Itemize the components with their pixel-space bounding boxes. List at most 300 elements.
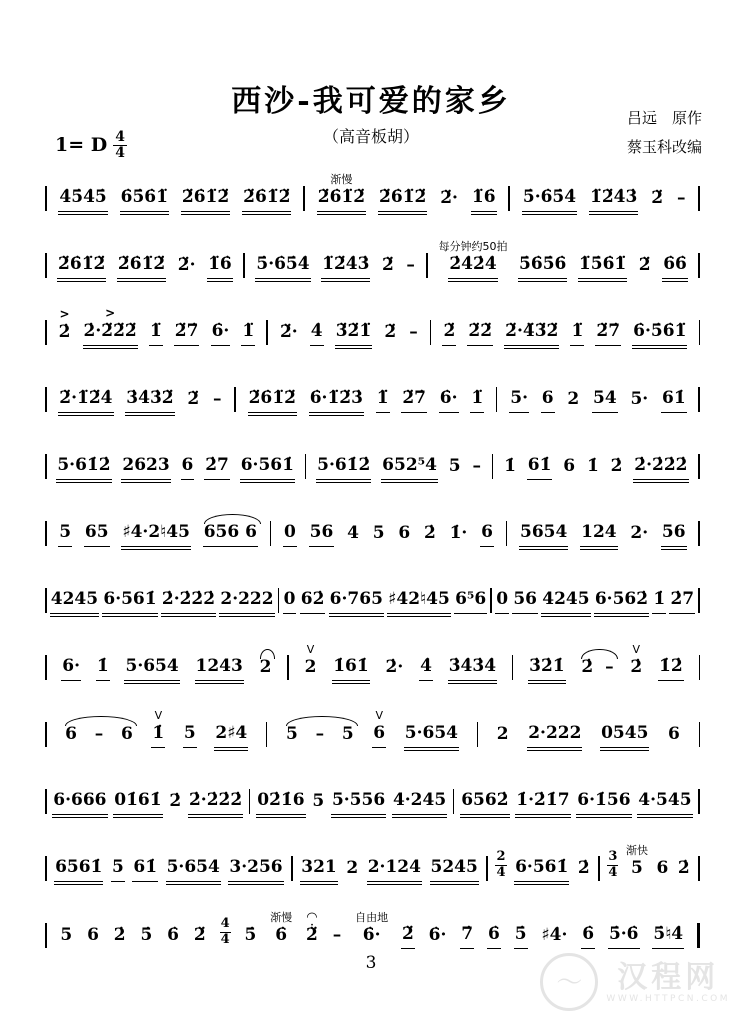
watermark-logo-icon: 〜: [540, 953, 598, 1011]
notes: 2̈: [187, 389, 200, 410]
barline: [278, 588, 280, 613]
notes: 5: [183, 724, 197, 748]
note-group: [600, 724, 649, 748]
note-group: [161, 590, 216, 614]
note-group: [83, 307, 138, 346]
notes: 2̈: [442, 322, 456, 346]
notes: 5·: [509, 389, 529, 413]
music-system-6: [45, 500, 700, 547]
notes: 5 – 5: [286, 724, 354, 745]
notes: 6̇·: [439, 389, 459, 413]
notes: 2̇·2̇2̇2̇: [633, 456, 688, 480]
notes: 5: [312, 791, 325, 812]
notes: 2̈6̇1̈2̈: [57, 255, 106, 279]
note-group: [329, 590, 384, 614]
note-group: [527, 724, 582, 748]
note-group: [372, 709, 386, 748]
note-group: [50, 590, 99, 614]
notes: 5: [448, 456, 461, 477]
breath-mark-icon: V: [154, 709, 163, 723]
notes: 2̇·2̇2̇2̇: [161, 590, 216, 614]
note-group: [522, 188, 577, 212]
notes: 1̇: [652, 590, 666, 614]
notes: 6·561̇: [514, 858, 569, 882]
tempo-annotation: 自由地: [355, 911, 389, 925]
note-group: [504, 322, 559, 346]
note-group: [448, 657, 497, 681]
note-group: [113, 791, 162, 815]
note-group: [383, 323, 397, 346]
notes: 6: [87, 925, 99, 946]
note-group: [577, 859, 591, 882]
notes: 4̇5̇4̇5̇: [58, 188, 107, 212]
note-group: [669, 590, 695, 614]
barline: [430, 320, 432, 345]
notes: 6̇·: [211, 322, 231, 346]
note-group: [401, 389, 427, 413]
barline: [266, 722, 268, 747]
notes: 2: [259, 657, 272, 678]
notes: –: [472, 456, 481, 477]
notes: 5654: [519, 523, 568, 547]
barline: [486, 856, 488, 881]
notes: 6·561̇: [240, 456, 295, 480]
notes: 1̇: [151, 724, 165, 748]
notes: –: [213, 389, 222, 410]
notes: 6̇: [487, 925, 501, 949]
notes: 2̈: [401, 925, 415, 949]
notes: 54: [592, 389, 618, 413]
notes: 2̇7: [204, 456, 230, 480]
note-group: [610, 457, 624, 480]
notes: 6: [398, 523, 411, 544]
score: [45, 165, 700, 969]
notes: 1̇61̇: [332, 657, 370, 681]
watermark: [540, 953, 730, 1011]
note-group: [310, 322, 324, 346]
barline: [45, 722, 47, 747]
tempo-annotation: 每分钟约50拍: [438, 240, 508, 254]
notes: 1̇·2̇1̇7: [515, 791, 570, 815]
note-group: [586, 457, 600, 480]
note-group: [117, 255, 166, 279]
note-group: [589, 188, 638, 212]
notes: 4: [347, 523, 359, 544]
notes: –: [409, 322, 418, 343]
note-group: [661, 389, 687, 413]
note-group: [311, 792, 325, 815]
note-group: [59, 926, 73, 949]
notes: 2̈: [306, 925, 318, 946]
meter-numerator: 4: [115, 129, 125, 145]
notes: 2̇7: [669, 590, 695, 614]
note-group: [608, 925, 640, 949]
notes: 5: [372, 523, 385, 544]
notes: 2̈6̇1̈2̈: [181, 188, 230, 212]
barline: [477, 722, 479, 747]
note-group: [632, 322, 687, 346]
note-group: [242, 188, 291, 212]
note-group: [58, 523, 72, 547]
notes: –: [406, 255, 415, 276]
note-group: [300, 858, 338, 882]
note-group: [96, 657, 110, 681]
notes: 6·562̇: [594, 590, 649, 614]
note-group: [480, 523, 494, 547]
notes: 2♯4: [214, 724, 248, 748]
notes: 6: [372, 724, 386, 748]
breath-mark-icon: V: [375, 709, 383, 723]
barline: [45, 387, 47, 412]
note-group: [346, 524, 360, 547]
notes: 6̇: [167, 925, 180, 946]
note-group: [168, 792, 182, 815]
notes: 2̈: [638, 255, 651, 276]
notes: 2̇: [423, 523, 436, 544]
note-group: [139, 926, 153, 949]
notes: 2: [496, 724, 509, 745]
notes: –: [332, 925, 342, 946]
notes: 6̇: [275, 925, 288, 946]
notes: 6: [541, 389, 555, 413]
notes: 4̇: [310, 322, 324, 346]
time-signature-change: 2 4: [496, 849, 506, 880]
barline: [45, 856, 47, 881]
notes: 1̇: [96, 657, 110, 681]
key-label: 1= D: [55, 134, 108, 157]
note-group: [58, 308, 72, 346]
note-group: [203, 523, 258, 547]
note-group: [102, 590, 157, 614]
credit-arranger: 蔡玉科改编: [626, 137, 702, 156]
notes: 1̈: [149, 322, 163, 346]
notes: 0: [283, 590, 297, 614]
notes: 2̈·: [440, 188, 458, 209]
note-group: [345, 859, 359, 882]
note-group: [509, 389, 529, 413]
note-group: [442, 322, 456, 346]
music-system-5: [45, 433, 700, 480]
notes: 2̈·: [279, 322, 298, 343]
notes: 2: [346, 858, 359, 879]
note-group: [376, 389, 390, 413]
notes: 2: [567, 389, 580, 410]
notes: 2̇·: [385, 657, 404, 678]
accent-icon: >: [105, 306, 116, 321]
note-group: [658, 657, 684, 681]
note-group: [151, 709, 165, 748]
barline: [698, 588, 700, 613]
final-barline: [697, 923, 700, 948]
meter-denominator: 4: [115, 144, 125, 161]
note-group: [174, 322, 200, 346]
note-group: [449, 524, 469, 547]
notes: 5̇·6̇5̇4̇: [255, 255, 310, 279]
notes: 4245: [50, 590, 99, 614]
notes: 2̇·2̈2̈2̈: [83, 322, 138, 346]
note-group: [214, 724, 248, 748]
note-group: [256, 791, 305, 815]
barline: [243, 253, 245, 278]
note-group: [629, 390, 649, 413]
page-number: 3: [365, 953, 377, 973]
notes: 2̇: [169, 791, 182, 812]
notes: 1̈2̈4̇3̇: [321, 255, 370, 279]
notes: 2̇: [677, 858, 690, 879]
note-group: [372, 524, 386, 547]
barline: [598, 856, 600, 881]
note-group: [408, 323, 419, 346]
time-signature: [113, 130, 127, 160]
notes: 2̈6̇1̈2̈: [378, 188, 427, 212]
notes: 6 – 6: [65, 724, 133, 745]
note-group: [195, 657, 244, 681]
note-group: [64, 725, 134, 748]
barline: [699, 655, 701, 680]
music-system-3: [45, 299, 700, 346]
note-group: [518, 255, 567, 279]
tempo-annotation: 渐慢: [330, 173, 353, 187]
notes: ♯42♮45: [387, 590, 451, 614]
note-group: [661, 523, 687, 547]
notes: 5̇: [514, 925, 528, 949]
note-group: [677, 859, 691, 882]
notes: 2̈7̇: [174, 322, 200, 346]
notes: 656 6: [203, 523, 258, 547]
note-group: [387, 590, 451, 614]
notes: 1̇: [586, 456, 599, 477]
notes: 2̈·: [177, 255, 196, 276]
notes: 2̈·1̈2̈4̇: [58, 389, 113, 413]
music-system-11: [45, 835, 700, 882]
note-group: [541, 389, 555, 413]
note-group: [638, 256, 652, 279]
barline: [45, 320, 47, 345]
notes: 6: [563, 456, 576, 477]
note-group: [335, 322, 373, 346]
notes: ♯4·2♮45: [121, 523, 191, 547]
note-group: [132, 858, 158, 882]
notes: 6562̇: [460, 791, 509, 815]
note-group: [514, 858, 569, 882]
barline: [45, 454, 47, 479]
notes: 5: [60, 925, 73, 946]
notes: 1̇: [504, 456, 516, 477]
watermark-url: WWW.HTTPCN.COM: [606, 993, 730, 1004]
note-group: [519, 523, 568, 547]
note-group: [61, 657, 81, 681]
notes: 0: [283, 523, 297, 547]
tempo-annotation: 渐慢: [270, 911, 293, 925]
notes: 124: [580, 523, 618, 547]
notes: 5: [631, 858, 643, 879]
note-group: [580, 523, 618, 547]
note-group: [54, 858, 103, 882]
note-group: [595, 322, 621, 346]
music-system-4: [45, 366, 700, 413]
note-group: [496, 725, 510, 748]
note-group: [111, 858, 125, 882]
note-group: [629, 524, 649, 547]
notes: 2̈6̇1̈2̈: [248, 389, 297, 413]
note-group: [332, 926, 343, 949]
note-group: [270, 911, 292, 949]
note-group: [331, 791, 386, 815]
notes: 5: [58, 523, 72, 547]
note-group: [428, 926, 448, 949]
notes: 65: [84, 523, 110, 547]
notes: 62̇: [300, 590, 326, 614]
notes: 2̇: [630, 657, 643, 678]
note-group: [566, 390, 580, 413]
barline: [45, 655, 47, 680]
note-group: [212, 390, 223, 413]
notes: 6̇6̇: [662, 255, 688, 279]
note-group: [439, 189, 459, 212]
barline: [287, 655, 289, 680]
barline: [512, 655, 514, 680]
note-group: [121, 456, 170, 480]
note-group: [355, 911, 388, 949]
note-group: [381, 456, 438, 480]
notes: 6̇5̇6̇1̈: [120, 188, 169, 212]
notes: 6̇: [581, 925, 595, 949]
barline: [453, 789, 455, 814]
barline: [698, 789, 700, 814]
note-group: [454, 590, 487, 614]
breath-mark-icon: V: [632, 643, 641, 657]
note-group: [285, 725, 355, 748]
note-group: [309, 523, 335, 547]
notes: ♯4̇·: [541, 925, 568, 946]
notes: –: [676, 188, 686, 209]
barline: [698, 521, 700, 546]
notes: 2̈6̇1̈2̈: [317, 188, 366, 212]
note-group: [317, 173, 366, 212]
notes: 2̈6̇1̈2̈: [117, 255, 166, 279]
note-group: [84, 523, 110, 547]
note-group: [300, 590, 326, 614]
note-group: [166, 926, 180, 949]
note-group: [460, 925, 474, 949]
note-group: [332, 657, 370, 681]
notes: 5·654: [166, 858, 221, 882]
tempo-annotation: 渐快: [625, 844, 648, 858]
note-group: [125, 389, 174, 413]
notes: 5·61̇2̇: [316, 456, 371, 480]
note-group: [248, 389, 297, 413]
notes: 2̈7̇: [595, 322, 621, 346]
notes: 6: [480, 523, 494, 547]
notes: 6: [181, 456, 195, 480]
music-system-9: [45, 701, 700, 748]
notes: 5̇·6̇: [608, 925, 640, 949]
notes: 2̈: [384, 322, 397, 343]
note-group: [309, 389, 364, 413]
barline: [492, 454, 494, 479]
note-group: [578, 255, 627, 279]
barline: [266, 320, 268, 345]
notes: 1̈: [570, 322, 584, 346]
note-group: [241, 322, 255, 346]
notes: 5̇: [140, 925, 153, 946]
notes: 5̇·6̇5̇4̇: [522, 188, 577, 212]
note-group: [656, 859, 670, 882]
notes: 5·: [630, 389, 649, 410]
music-system-2: [45, 232, 700, 279]
note-group: [541, 590, 590, 614]
note-group: [316, 456, 371, 480]
notes: 02̇1̇6: [256, 791, 305, 815]
music-system-8: [45, 634, 700, 681]
note-group: [637, 791, 692, 815]
notes: 5·556: [331, 791, 386, 815]
notes: 652⁵4: [381, 456, 438, 480]
note-group: [240, 456, 295, 480]
notes: 4·545: [637, 791, 692, 815]
note-group: [304, 643, 318, 681]
notes: 3̇2̇1̇: [528, 657, 566, 681]
note-group: [652, 590, 666, 614]
barline: [45, 789, 47, 814]
note-group: [113, 926, 127, 949]
barline: [303, 186, 305, 211]
note-group: [514, 925, 528, 949]
notes: 6·561̇: [102, 590, 157, 614]
notes: 2̇: [58, 322, 71, 343]
note-group: [255, 255, 310, 279]
notes: 6̇·1̈2̈3̇: [309, 389, 364, 413]
notes: 2̇: [113, 925, 126, 946]
notes: 5·61̇2̇: [56, 456, 111, 480]
notes: 6·: [61, 657, 81, 681]
barline: [270, 521, 272, 546]
note-group: [204, 456, 230, 480]
notes: 1̈: [241, 322, 255, 346]
note-group: [570, 322, 584, 346]
note-group: [405, 256, 416, 279]
notes: 1̈6̇: [471, 188, 497, 212]
note-group: [56, 456, 111, 480]
note-group: [181, 188, 230, 212]
notes: 2·124: [367, 858, 422, 882]
barline: [45, 588, 47, 613]
notes: 2·222: [527, 724, 582, 748]
note-group: [652, 925, 684, 949]
barline: [426, 253, 428, 278]
notes: 3̈2̈1̈: [335, 322, 373, 346]
notes: 2̈2̈: [467, 322, 493, 346]
note-group: [448, 457, 462, 480]
note-group: [592, 389, 618, 413]
note-group: [562, 457, 576, 480]
note-group: [662, 255, 688, 279]
notes: 2·222: [219, 590, 274, 614]
notes: 5·654: [404, 724, 459, 748]
notes: 5̇6̇5̇6̇: [518, 255, 567, 279]
notes: 6: [656, 858, 669, 879]
notes: 2̇: [610, 456, 623, 477]
barline: [305, 454, 307, 479]
notes: 1̈2̈4̇3̇: [589, 188, 638, 212]
notes: 6̇·5̇6̇1̈: [632, 322, 687, 346]
note-group: [515, 791, 570, 815]
barline: [234, 387, 236, 412]
notes: 6⁵6: [454, 590, 487, 614]
notes: 56: [309, 523, 335, 547]
note-group: [52, 791, 107, 815]
note-group: [392, 791, 447, 815]
